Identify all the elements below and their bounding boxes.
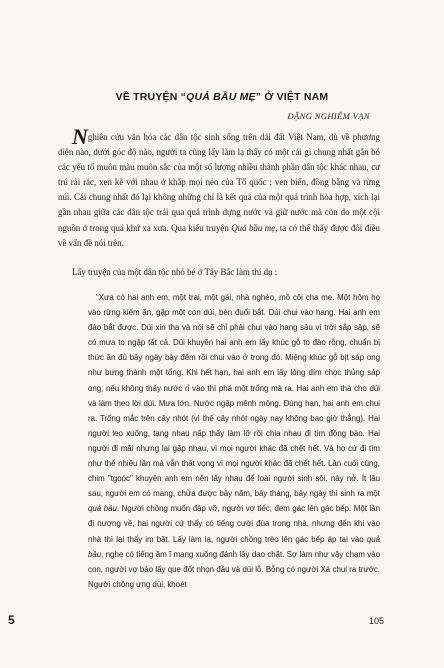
quote-text-b: . Người chồng muốn đập vỡ, người vợ tiếc, đem gác lên gác bếp. Một lần đi nương về, hai người cứ thấy có tiếng cười đùa trong nhà, nhưng đến khi vào nhà thì lại thấy im bặt. Lấy làm lạ, người chồng trèo lên gác bếp áp tai vào bbox=[88, 504, 381, 544]
quote-text-a: "Xưa có hai anh em, một trai, một gái, nhà nghèo, mồ côi cha mẹ. Một hôm họ vào rừng kiếm ăn, gặp một con dúi, bèn đuổi bắt. Dúi chui vào hang. Hai anh em đào bắt được. Dúi xin tha và nói sẽ chỉ phải chui vào hang sâu vì trời sắp sập, sẽ có mưa to ngập tất cả. Dúi khuyên hai anh em lấy khúc gỗ to đào rỗng, chuẩn bị thức ăn đủ bảy ngày bảy đêm rồi chui vào ở trong đó. Miệng khúc gỗ bịt sáp ong như bưng thành một tổng. Khi hết hạn, hai anh em lấy lông dím chọc thủng sáp ong, nếu không thấy nước rỉ vào thì phá một trống mà ra. Hai anh em thà cho dúi và làm theo lời dúi. Mưa lớn. Nước ngập mênh mông. Đúng hạn, hai anh em chui ra. Trống mắc trên cây nhót (vì thế cây nhót ngày nay không bao giờ thẳng). Hai người leo xuống, tạng nhau nấp thấy làm lỡ rồi chia nhau đi tìm đồng bào. Hai người đi mãi nhưng lại gặp nhau, vì mọi người khác đã chết hết. Và họ cứ đi tìm như thế nhiều lần mà vẫn thất vọng vì mọi người khác đã chết hết. Lần cuối cùng, chim "tgoóc" khuyên anh em nên lấy nhau để loài người sinh sôi, nảy nở. Ít lâu sau, người em có mang, chửa được bảy năm, bảy tháng, bảy ngày thì sinh ra một bbox=[88, 293, 380, 499]
corner-mark: 5 bbox=[8, 613, 15, 627]
quote-italic: quả bầu bbox=[88, 504, 117, 514]
paragraph-intro-italic: Quả bầu mẹ bbox=[231, 222, 276, 233]
page-number: 105 bbox=[368, 616, 384, 626]
quoted-story bbox=[88, 290, 380, 592]
title-prefix: VỀ TRUYỆN “ bbox=[115, 91, 187, 103]
article-title bbox=[0, 91, 444, 103]
paragraph-example-intro: Lấy truyện của một dân tộc nhỏ bé ở Tây Bắc làm thí dụ : bbox=[72, 267, 278, 277]
title-suffix: ” Ở VIỆT NAM bbox=[255, 91, 329, 103]
paragraph-intro-tail: , ta có thể thấy được đôi điều về vấn đề nói trên. bbox=[58, 222, 380, 248]
drop-cap: N bbox=[72, 124, 88, 149]
quote-italic-2: quả bầu bbox=[88, 534, 380, 559]
title-emphasis: QUẢ BẦU MẸ bbox=[186, 91, 256, 103]
quote-text-c: , nghe có tiếng ầm ĩ mang xuống đánh lấy dao chặt. Sợ làm như vậy chạm vào con, người vợ bảo lấy que đốt nhọn đầu và dùi lỗ. Bỗng có người Xá chui ra trước. Người chồng ưng dùi, khoét bbox=[88, 549, 380, 589]
paragraph-intro-text: ghiên cứu văn hóa các dân tộc sinh sống trên dải đất Việt Nam, dù về phương diện nào, dưới góc độ nào, người ta cũng lấy làm lạ thấy có một cái gì chung nhất gắn bó các yếu tố muôn màu muôn sắc của một số lượng nhiều thành phần dân tộc khác nhau, cư trú rải rác, xen kẽ với nhau ở khắp mọi nẻo của Tổ quốc : ven biển, đồng bằng và rừng núi. Cái chung nhất đó lại không những chỉ là kết quả của một quá trình hòa hợp, xích lại gần nhau giữa các dân tộc trải qua quá trình dựng nước và giữ nước mà còn do một cội nguồn ở trong quá khứ xa xưa. Qua kiểu truyện bbox=[58, 132, 380, 233]
paragraph-intro bbox=[58, 124, 380, 251]
author-name: ĐẶNG NGHIÊM VẠN bbox=[287, 111, 370, 121]
